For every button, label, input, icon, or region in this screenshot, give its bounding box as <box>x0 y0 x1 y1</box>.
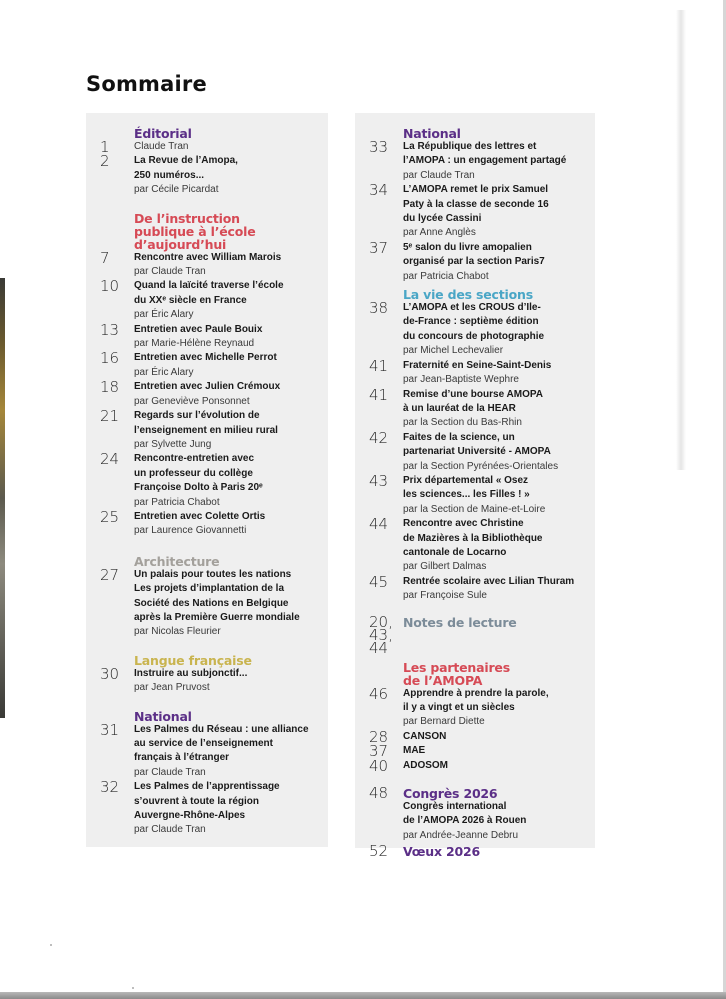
section-heading[interactable]: Vœux 2026 <box>403 844 480 860</box>
section-heading[interactable]: Architecture <box>134 553 220 569</box>
section-heading[interactable]: La vie des sections <box>403 287 533 303</box>
toc-entry[interactable] <box>86 380 318 409</box>
article-author: par Claude Tran <box>134 824 206 836</box>
article-title[interactable]: Prix départemental « Osez les sciences... les Filles ! » <box>403 474 530 501</box>
article-title[interactable]: ADOSOM <box>403 759 448 771</box>
toc-entry[interactable] <box>355 800 585 843</box>
page-title: Sommaire <box>86 72 207 96</box>
page-number: 41 <box>369 356 389 375</box>
page-number: 16 <box>100 349 120 368</box>
page-number: 25 <box>100 507 120 526</box>
page-number: 28 <box>369 727 389 746</box>
toc-entry[interactable] <box>355 756 585 775</box>
toc-entry[interactable] <box>86 279 318 322</box>
toc-entry[interactable] <box>86 351 318 380</box>
article-author: par Laurence Giovannetti <box>134 525 247 537</box>
article-author: par Patricia Chabot <box>134 496 220 508</box>
article-author: par Claude Tran <box>403 169 475 181</box>
section-heading[interactable]: Congrès 2026 <box>403 786 498 802</box>
section-heading[interactable]: National <box>403 126 461 141</box>
page-number: 40 <box>369 756 389 775</box>
article-title[interactable]: Faites de la science, un partenariat Université - AMOPA <box>403 431 551 458</box>
entry-body <box>403 359 585 388</box>
article-author: par Anne Anglès <box>403 227 476 239</box>
section-heading[interactable]: Éditorial <box>134 126 192 141</box>
article-author: par Claude Tran <box>134 766 206 778</box>
article-title[interactable]: Congrès international de l’AMOPA 2026 à Rouen <box>403 801 527 827</box>
toc-section <box>86 555 318 640</box>
page-number: 27 <box>100 565 120 584</box>
article-author: Claude Tran <box>134 141 189 152</box>
entry-body <box>134 140 318 154</box>
article-title[interactable]: Remise d’une bourse AMOPA à un lauréat de la HEAR <box>403 388 544 414</box>
article-author: par Patricia Chabot <box>403 270 489 282</box>
toc-entry[interactable] <box>355 572 585 604</box>
entry-body <box>403 140 585 183</box>
section-heading[interactable]: Notes de lecture <box>403 614 517 630</box>
toc-entry[interactable] <box>355 428 585 474</box>
page-number: 32 <box>100 778 120 797</box>
page-number: 10 <box>100 277 120 296</box>
article-title[interactable]: Un palais pour toutes les nations Les projets d’implantation de la Société des Nations en Belgique après la Première Guerre mondiale <box>134 568 300 623</box>
article-title[interactable]: Entretien avec Michelle Perrot <box>134 352 277 364</box>
section-heading[interactable]: De l’instruction publique à l’école d’aujourd’hui <box>134 210 256 252</box>
toc-entry[interactable] <box>86 452 318 510</box>
page-number: 46 <box>369 684 389 703</box>
article-author: par Gilbert Dalmas <box>403 561 487 573</box>
entry-body <box>403 730 585 744</box>
entry-body <box>134 323 318 352</box>
entry-body <box>134 452 318 510</box>
section-heading-row <box>355 784 585 803</box>
section-heading-row <box>355 612 585 657</box>
toc-entry[interactable] <box>355 356 585 388</box>
entry-body <box>403 431 585 474</box>
page-number: 20, 43, 44 <box>369 612 393 657</box>
section-heading-row <box>355 842 585 861</box>
toc-section <box>355 127 585 284</box>
entry-body <box>403 759 585 773</box>
page-number: 24 <box>100 450 120 469</box>
page-number: 43 <box>369 471 389 490</box>
page-number: 34 <box>369 181 389 200</box>
entry-body <box>403 388 585 431</box>
article-title[interactable]: Instruire au subjonctif... <box>134 667 248 679</box>
entry-body <box>134 510 318 539</box>
page-number: 52 <box>369 842 389 861</box>
entry-body <box>134 380 318 409</box>
toc-entry[interactable] <box>86 720 318 781</box>
article-author: par Geneviève Ponsonnet <box>134 395 250 407</box>
article-title[interactable]: Regards sur l’évolution de l’enseignement en milieu rural <box>134 410 278 436</box>
scan-bottom-edge <box>0 992 726 999</box>
article-title[interactable]: Rencontre-entretien avec un professeur du collège Françoise Dolto à Paris 20ᵉ <box>134 453 263 494</box>
page-number: 1 <box>100 138 110 156</box>
page-number: 41 <box>369 385 389 404</box>
toc-entry[interactable] <box>355 140 585 183</box>
entry-body <box>403 183 585 241</box>
entry-body <box>134 723 318 781</box>
toc-entry[interactable] <box>355 385 585 431</box>
toc-section <box>355 661 585 773</box>
article-title[interactable]: La République des lettres et l’AMOPA : un engagement partagé <box>403 141 567 167</box>
section-heading[interactable]: Langue française <box>134 652 252 668</box>
toc-entry[interactable] <box>355 684 585 730</box>
entry-body <box>134 279 318 322</box>
toc-section <box>355 842 585 861</box>
entry-body <box>403 301 585 359</box>
toc-left-column <box>86 113 328 847</box>
page-number: 21 <box>100 407 120 426</box>
entry-body <box>403 687 585 730</box>
article-author: par Andrée-Jeanne Debru <box>403 829 519 841</box>
entry-body <box>134 409 318 452</box>
article-title[interactable]: CANSON <box>403 730 447 742</box>
page-number: 44 <box>369 515 389 534</box>
toc-entry[interactable] <box>86 320 318 352</box>
article-author: par Éric Alary <box>134 309 194 321</box>
toc-entry[interactable] <box>86 409 318 452</box>
toc-section <box>355 784 585 843</box>
article-title[interactable]: Apprendre à prendre la parole, il y a vingt et un siècles <box>403 687 549 713</box>
entry-body <box>403 744 585 758</box>
scan-speck <box>132 987 134 989</box>
entry-body <box>403 575 585 604</box>
article-author: par la Section Pyrénées-Orientales <box>403 460 559 472</box>
toc-entry[interactable] <box>86 565 318 640</box>
entry-body <box>134 251 318 280</box>
toc-right-column <box>355 113 595 861</box>
article-title[interactable]: La Revue de l’Amopa, 250 numéros... <box>134 155 238 181</box>
scan-speck <box>50 944 52 946</box>
page-number: 18 <box>100 378 120 397</box>
article-title[interactable]: Fraternité en Seine-Saint-Denis <box>403 359 552 371</box>
entry-body <box>403 517 585 575</box>
toc-section <box>355 612 585 657</box>
article-title[interactable]: Rentrée scolaire avec Lilian Thuram <box>403 575 575 587</box>
article-title[interactable]: L’AMOPA et les CROUS d’Ile- de-France : septième édition du concours de photographie <box>403 302 545 342</box>
toc-entry[interactable] <box>86 154 318 197</box>
article-author: par Jean-Baptiste Wephre <box>403 374 519 386</box>
article-title[interactable]: Rencontre avec Christine de Mazières à la Bibliothèque cantonale de Locarno <box>403 518 543 558</box>
article-author: par Éric Alary <box>134 366 194 378</box>
scan-left-edge-photo <box>0 278 5 718</box>
article-title[interactable]: Les Palmes de l’apprentissage s’ouvrent à toute la région Auvergne-Rhône-Alpes <box>134 781 280 822</box>
toc-entry[interactable] <box>86 664 318 696</box>
page-number: 2 <box>100 152 110 171</box>
entry-body <box>403 474 585 517</box>
toc-section <box>86 212 318 539</box>
page-number: 30 <box>100 664 120 683</box>
page-number: 7 <box>100 248 110 267</box>
article-title[interactable]: 5ᵉ salon du livre amopalien organisé par la section Paris7 <box>403 241 545 268</box>
toc-entry[interactable] <box>86 248 318 280</box>
article-author: par la Section de Maine-et-Loire <box>403 503 546 515</box>
section-heading[interactable]: National <box>134 708 192 724</box>
article-title[interactable]: MAE <box>403 745 426 757</box>
toc-section <box>86 127 318 198</box>
toc-section <box>355 288 585 604</box>
article-title[interactable]: Entretien avec Paule Bouix <box>134 323 263 335</box>
article-title[interactable]: Quand la laïcité traverse l’école du XXᵉ siècle en France <box>134 280 284 306</box>
toc-section <box>86 654 318 696</box>
article-author: par Françoise Sule <box>403 590 487 602</box>
toc-entry[interactable] <box>355 517 585 575</box>
entry-body <box>134 154 318 197</box>
toc-entry[interactable] <box>355 471 585 517</box>
article-author: par Marie-Hélène Reynaud <box>134 338 255 350</box>
page-number: 37 <box>369 238 389 257</box>
article-title[interactable]: Entretien avec Colette Ortis <box>134 510 266 522</box>
page-number: 31 <box>100 720 120 739</box>
entry-body <box>134 568 318 640</box>
article-author: par Bernard Diette <box>403 716 485 728</box>
article-author: par Sylvette Jung <box>134 438 212 450</box>
article-author: par Jean Pruvost <box>134 682 210 694</box>
page-number: 13 <box>100 320 120 339</box>
toc-entry[interactable] <box>86 140 318 154</box>
article-author: par Michel Lechevalier <box>403 345 504 357</box>
article-title[interactable]: Entretien avec Julien Crémoux <box>134 381 281 393</box>
toc-entry[interactable] <box>355 742 585 761</box>
page-number: 48 <box>369 784 389 803</box>
toc-entry[interactable] <box>355 183 585 241</box>
toc-entry[interactable] <box>355 238 585 284</box>
section-heading[interactable]: Les partenaires de l’AMOPA <box>403 659 510 688</box>
entry-body <box>403 800 585 843</box>
article-author: par Cécile Picardat <box>134 184 219 196</box>
page-number: 45 <box>369 572 389 591</box>
page-number: 42 <box>369 428 389 447</box>
toc-entry[interactable] <box>355 301 585 359</box>
article-author: par Claude Tran <box>134 266 206 278</box>
entry-body <box>134 667 318 696</box>
article-title[interactable]: Rencontre avec William Marois <box>134 251 282 263</box>
toc-section <box>86 710 318 838</box>
article-author: par Nicolas Fleurier <box>134 626 221 638</box>
entry-body <box>134 780 318 838</box>
page-number: 33 <box>369 138 389 156</box>
scan-fold-shadow <box>676 10 686 470</box>
toc-entry[interactable] <box>86 507 318 539</box>
toc-entry[interactable] <box>355 727 585 746</box>
entry-body <box>403 241 585 284</box>
article-title[interactable]: Les Palmes du Réseau : une alliance au service de l’enseignement français à l’étranger <box>134 723 309 764</box>
entry-body <box>134 351 318 380</box>
page-number: 37 <box>369 742 389 761</box>
article-title[interactable]: L’AMOPA remet le prix Samuel Paty à la classe de seconde 16 du lycée Cassini <box>403 184 549 225</box>
toc-entry[interactable] <box>86 780 318 838</box>
article-author: par la Section du Bas-Rhin <box>403 417 522 429</box>
page-number: 38 <box>369 299 389 318</box>
